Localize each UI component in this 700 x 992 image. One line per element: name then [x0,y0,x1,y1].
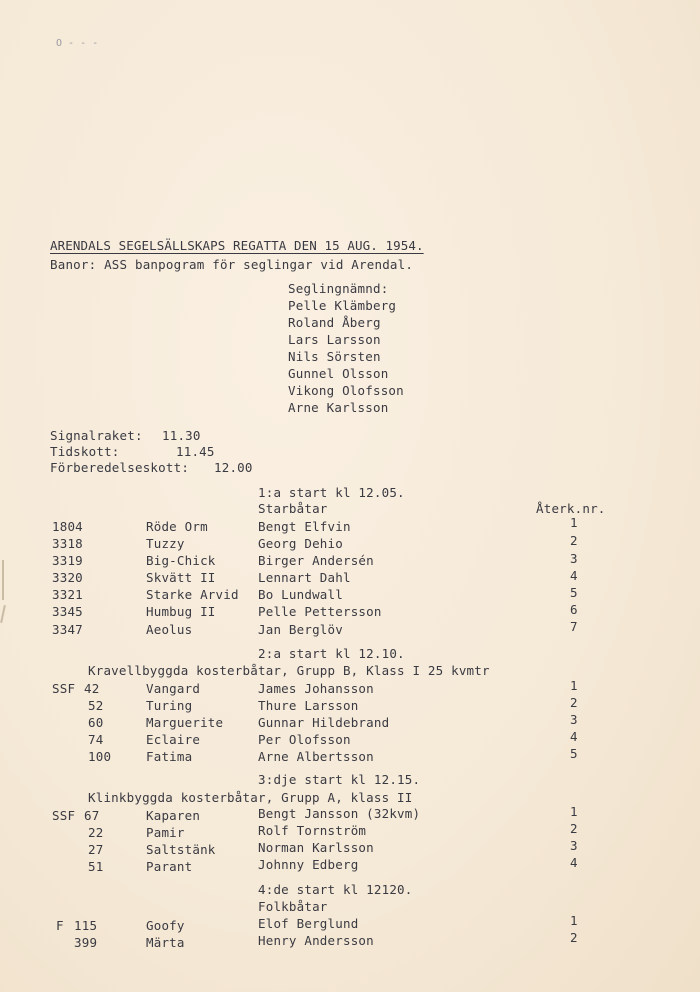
boat-name: Fatima [146,749,193,764]
committee-member: Vikong Olofsson [288,383,404,398]
signal-time: 12.00 [214,460,253,475]
committee-member: Pelle Klämberg [288,298,397,313]
committee-member: Roland Åberg [288,315,381,330]
start-heading: 4:de start kl 12120. [258,882,413,897]
sail-number: 3319 [52,553,83,568]
sail-number: 42 [84,681,100,696]
return-number: 4 [570,855,578,870]
signal-time: 11.30 [162,428,201,443]
return-number: 7 [570,619,578,634]
start-class: Folkbåtar [258,899,328,914]
sail-number: 52 [88,698,104,713]
skipper-name: Jan Berglöv [258,622,343,637]
corner-mark: O - - - [56,38,99,49]
boat-name: Pamir [146,825,185,840]
club-prefix: F [56,918,64,933]
sail-number: 3318 [52,536,83,551]
sail-number: 100 [88,749,112,764]
sail-number: 3345 [52,604,83,619]
boat-name: Marguerite [146,715,224,730]
sail-number: 3320 [52,570,83,585]
boat-name: Starke Arvid [146,587,239,602]
committee-member: Gunnel Olsson [288,366,389,381]
paper-edge-mark [2,560,4,600]
return-number: 3 [570,551,578,566]
boat-name: Turing [146,698,193,713]
start-heading: 1:a start kl 12.05. [258,485,405,500]
skipper-name: Gunnar Hildebrand [258,715,390,730]
skipper-name: Per Olofsson [258,732,351,747]
boat-name: Märta [146,935,185,950]
skipper-name: Arne Albertsson [258,749,374,764]
return-number: 2 [570,821,578,836]
sail-number: 115 [74,918,98,933]
skipper-name: Norman Karlsson [258,840,374,855]
sail-number: 67 [84,808,100,823]
return-number: 1 [570,804,578,819]
boat-name: Aeolus [146,622,193,637]
return-number-header: Återk.nr. [536,501,606,516]
committee-member: Arne Karlsson [288,400,389,415]
skipper-name: James Johansson [258,681,374,696]
paper-edge-mark [0,605,6,623]
return-number: 4 [570,568,578,583]
signal-label: Tidskott: [50,444,120,459]
skipper-name: Lennart Dahl [258,570,351,585]
boat-name: Tuzzy [146,536,185,551]
sail-number: 27 [88,842,104,857]
skipper-name: Georg Dehio [258,536,343,551]
skipper-name: Pelle Pettersson [258,604,382,619]
sail-number: 399 [74,935,98,950]
signal-label: Signalraket: [50,428,143,443]
return-number: 2 [570,533,578,548]
skipper-name: Bo Lundwall [258,587,343,602]
sail-number: 51 [88,859,104,874]
return-number: 3 [570,712,578,727]
skipper-name: Thure Larsson [258,698,359,713]
sail-number: 22 [88,825,104,840]
boat-name: Röde Orm [146,519,208,534]
return-number: 1 [570,678,578,693]
committee-member: Lars Larsson [288,332,381,347]
return-number: 3 [570,838,578,853]
signal-time: 11.45 [176,444,215,459]
document-title: ARENDALS SEGELSÄLLSKAPS REGATTA DEN 15 AUG. 1954. [50,238,424,253]
skipper-name: Rolf Tornström [258,823,367,838]
skipper-name: Bengt Elfvin [258,519,351,534]
return-number: 5 [570,585,578,600]
skipper-name: Johnny Edberg [258,857,359,872]
document-subtitle: Banor: ASS banpogram för seglingar vid Arendal. [50,257,414,272]
sail-number: 60 [88,715,104,730]
skipper-name: Elof Berglund [258,916,359,931]
boat-name: Vangard [146,681,201,696]
skipper-name: Birger Andersén [258,553,374,568]
boat-name: Humbug II [146,604,216,619]
boat-name: Parant [146,859,193,874]
return-number: 2 [570,695,578,710]
sail-number: 74 [88,732,104,747]
start-class: Klinkbyggda kosterbåtar, Grupp A, klass II [88,790,413,805]
boat-name: Eclaire [146,732,201,747]
skipper-name: Bengt Jansson (32kvm) [258,806,421,821]
committee-heading: Seglingnämnd: [288,281,389,296]
sail-number: 1804 [52,519,83,534]
sail-number: 3347 [52,622,83,637]
start-heading: 3:dje start kl 12.15. [258,772,421,787]
return-number: 1 [570,913,578,928]
start-class: Starbåtar [258,501,328,516]
return-number: 6 [570,602,578,617]
boat-name: Skvätt II [146,570,216,585]
start-heading: 2:a start kl 12.10. [258,646,405,661]
skipper-name: Henry Andersson [258,933,374,948]
boat-name: Kaparen [146,808,201,823]
committee-member: Nils Sörsten [288,349,381,364]
return-number: 1 [570,515,578,530]
signal-label: Förberedelseskott: [50,460,190,475]
return-number: 2 [570,930,578,945]
start-class: Kravellbyggda kosterbåtar, Grupp B, Klass I 25 kvmtr [88,663,490,678]
club-prefix: SSF [52,808,76,823]
return-number: 4 [570,729,578,744]
return-number: 5 [570,746,578,761]
club-prefix: SSF [52,681,76,696]
boat-name: Saltstänk [146,842,216,857]
sail-number: 3321 [52,587,83,602]
boat-name: Big-Chick [146,553,216,568]
boat-name: Goofy [146,918,185,933]
